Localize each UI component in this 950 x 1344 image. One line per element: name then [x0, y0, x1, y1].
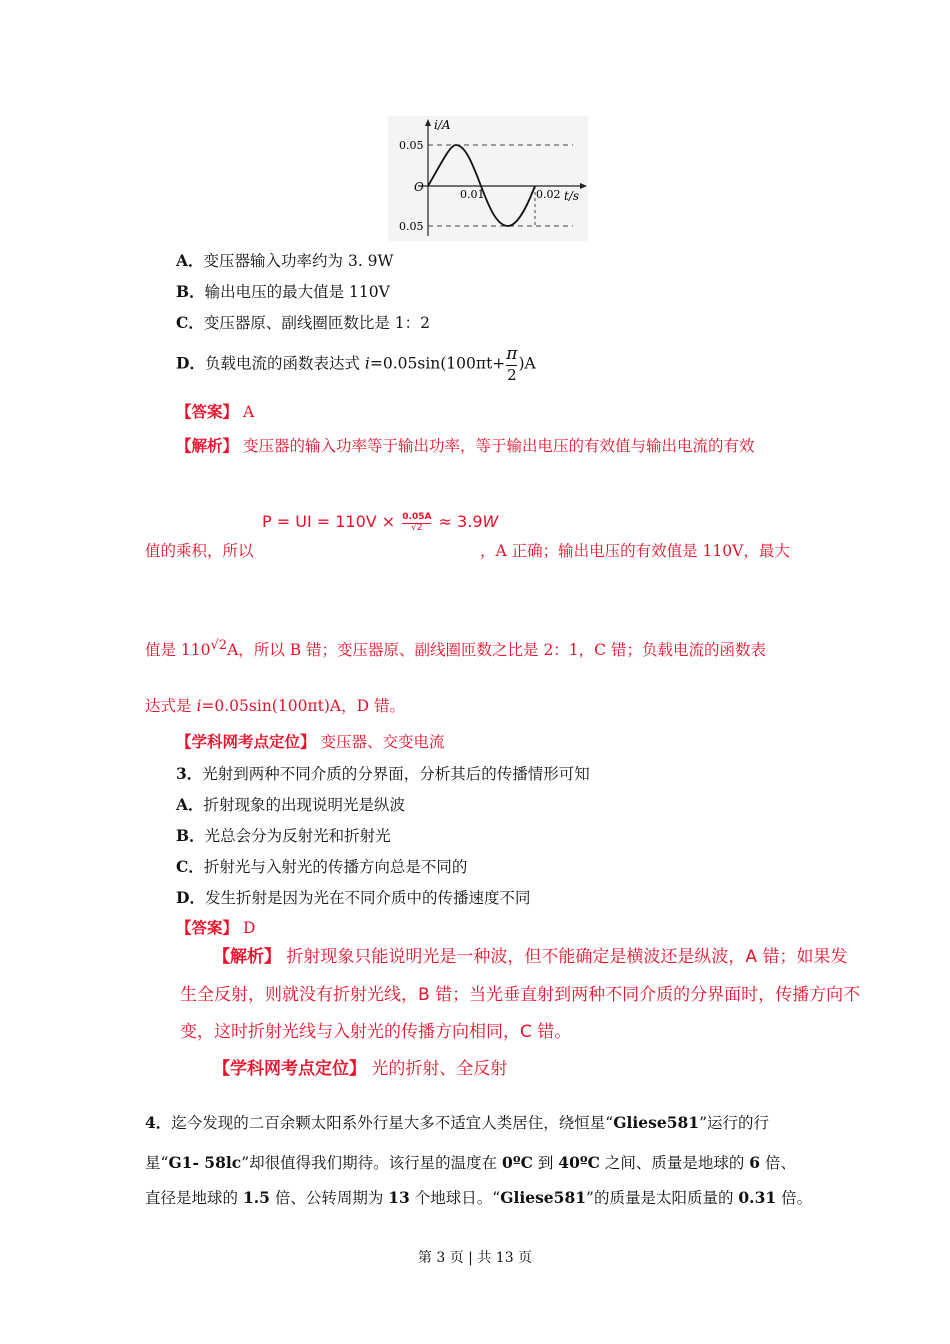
star-name: Gliese581 [500, 1188, 587, 1207]
formula-fraction [402, 513, 431, 533]
q2-option-b [176, 282, 390, 302]
option-text: 负载电流的函数表达式 [204, 354, 365, 373]
q2-answer [176, 402, 254, 422]
answer-label: 【答案】 [176, 402, 239, 421]
question-text: 倍、公转周期为 [269, 1189, 389, 1207]
star-name: Gliese581 [613, 1113, 700, 1132]
option-text: 光总会分为反射光和折射光 [204, 827, 391, 845]
formula-right: ≈ 3.9 [433, 512, 483, 531]
q3-option-d [176, 888, 530, 908]
option-text: 变压器输入功率约为 3. 9W [203, 252, 394, 270]
planet-name: G1- 58lc [168, 1153, 242, 1172]
page-footer: 第 3 页 | 共 13 页 [417, 1250, 533, 1266]
q3-option-b [176, 826, 391, 846]
question-text: ”的质量是太阳质量的 [586, 1189, 739, 1207]
q3-analysis-line2 [180, 984, 860, 1006]
power-formula [262, 512, 498, 533]
analysis-text: 值是 110 [145, 641, 211, 659]
question-text: 倍、 [760, 1154, 797, 1172]
q2-analysis-line4 [145, 696, 405, 716]
star-mass-ratio: 0.31 [738, 1188, 777, 1207]
location-label: 【学科网考点定位】 [213, 1059, 366, 1079]
question-text: 迄今发现的二百余颗太阳系外行星大多不适宜人类居住，绕恒星“ [171, 1114, 614, 1132]
analysis-text: A，所以 B 错；变压器原、副线圈匝数之比是 2：1，C 错；负载电流的函数表 [227, 641, 766, 659]
question-number: 4． [145, 1113, 172, 1132]
option-text: 变压器原、副线圈匝数比是 1：2 [203, 314, 430, 332]
current-variable: i [364, 354, 370, 373]
option-letter: A． [176, 251, 204, 270]
option-text: 输出电压的最大值是 110V [204, 283, 390, 301]
question-text: ”运行的行 [699, 1114, 769, 1132]
option-letter: B． [176, 826, 205, 845]
q4-line1 [145, 1113, 769, 1133]
answer-value: A [242, 403, 255, 421]
analysis-text: 生全反射，则就没有折射光线，B 错；当光垂直射到两种不同介质的分界面时，传播方向不 [180, 985, 861, 1005]
formula-left: P = UI = 110V × [262, 512, 401, 531]
q3-answer [176, 918, 255, 938]
option-text-end: )A [518, 354, 536, 373]
option-text-formula: =0.05sin(100πt+ [369, 354, 506, 373]
y-bottom-tick: 0.05 [399, 220, 424, 233]
y-axis-arrow [425, 119, 431, 126]
y-top-tick: 0.05 [399, 139, 424, 152]
question-text: 个地球日。“ [409, 1189, 501, 1207]
q3-option-a [176, 795, 405, 815]
question-text: 之间、质量是地球的 [599, 1154, 750, 1172]
location-label: 【学科网考点定位】 [176, 732, 316, 751]
current-time-graph [388, 116, 588, 241]
q2-option-d [176, 346, 536, 383]
sqrt-two: √2 [210, 638, 228, 653]
analysis-text: =0.05sin(100πt)A，D 错。 [201, 697, 405, 715]
x-axis-label: t/s [564, 189, 580, 203]
fraction-denominator: 2 [507, 366, 517, 384]
y-axis-label: i/A [434, 118, 451, 132]
q2-analysis-line2b [480, 541, 790, 561]
location-value: 变压器、交变电流 [320, 733, 445, 751]
origin-label: O [414, 180, 424, 194]
analysis-text: ，A 正确；输出电压的有效值是 110V，最大 [480, 542, 790, 560]
analysis-text: 变，这时折射光线与入射光的传播方向相同，C 错。 [180, 1022, 572, 1042]
x-axis-arrow [580, 183, 587, 189]
formula-numerator: 0.05A [402, 511, 432, 522]
option-text: 折射光与入射光的传播方向总是不同的 [203, 858, 468, 876]
current-variable: i [196, 697, 202, 715]
option-text: 折射现象的出现说明光是纵波 [203, 796, 406, 814]
formula-unit: W [482, 512, 499, 531]
q2-analysis-line3 [145, 640, 766, 662]
option-letter: D． [176, 888, 205, 907]
q2-option-a [176, 251, 393, 271]
option-letter: A． [176, 795, 204, 814]
x-tick-2: 0.02 [536, 188, 561, 201]
question-text: 直径是地球的 [145, 1189, 243, 1207]
diameter-ratio: 1.5 [242, 1188, 270, 1207]
analysis-text: 达式是 [145, 697, 197, 715]
analysis-text: 值的乘积，所以 [145, 542, 254, 560]
pi-over-2-fraction [506, 346, 517, 383]
orbital-period: 13 [388, 1188, 410, 1207]
sine-wave-figure [388, 116, 588, 241]
analysis-text: 变压器的输入功率等于输出功率，等于输出电压的有效值与输出电流的有效 [242, 437, 755, 455]
option-letter: B． [176, 282, 205, 301]
question-number: 3． [176, 764, 203, 783]
temp-max: 40ºC [558, 1153, 600, 1172]
question-text: 光射到两种不同介质的分界面，分析其后的传播情形可知 [202, 765, 590, 783]
formula-denominator: √2 [411, 522, 423, 533]
question-text: 倍。 [776, 1189, 813, 1207]
mass-ratio: 6 [749, 1153, 761, 1172]
q2-option-c [176, 313, 430, 333]
q2-analysis-line1 [176, 436, 754, 456]
x-tick-1: 0.01 [460, 188, 485, 201]
q3-stem [176, 764, 590, 784]
fraction-numerator: π [506, 344, 518, 364]
q4-line3 [145, 1188, 812, 1208]
question-text: 到 [532, 1154, 559, 1172]
q3-analysis-line1 [213, 946, 847, 968]
option-letter: D． [176, 353, 205, 373]
q3-location [213, 1058, 507, 1080]
q2-analysis-line2a [145, 541, 254, 561]
q3-option-c [176, 857, 467, 877]
option-letter: C． [176, 313, 204, 332]
q2-location [176, 732, 444, 752]
location-value: 光的折射、全反射 [371, 1059, 508, 1079]
answer-label: 【答案】 [176, 918, 239, 937]
analysis-text: 折射现象只能说明光是一种波，但不能确定是横波还是纵波，A 错；如果发 [286, 947, 848, 967]
q4-line2 [145, 1153, 796, 1173]
analysis-label: 【解析】 [176, 436, 239, 455]
option-text: 发生折射是因为光在不同介质中的传播速度不同 [204, 889, 531, 907]
temp-min: 0ºC [502, 1153, 533, 1172]
analysis-label: 【解析】 [213, 947, 281, 967]
q3-analysis-line3 [180, 1021, 571, 1043]
option-letter: C． [176, 857, 204, 876]
answer-value: D [242, 919, 256, 937]
question-text: 星“ [145, 1154, 169, 1172]
question-text: ”却很值得我们期待。该行星的温度在 [241, 1154, 503, 1172]
